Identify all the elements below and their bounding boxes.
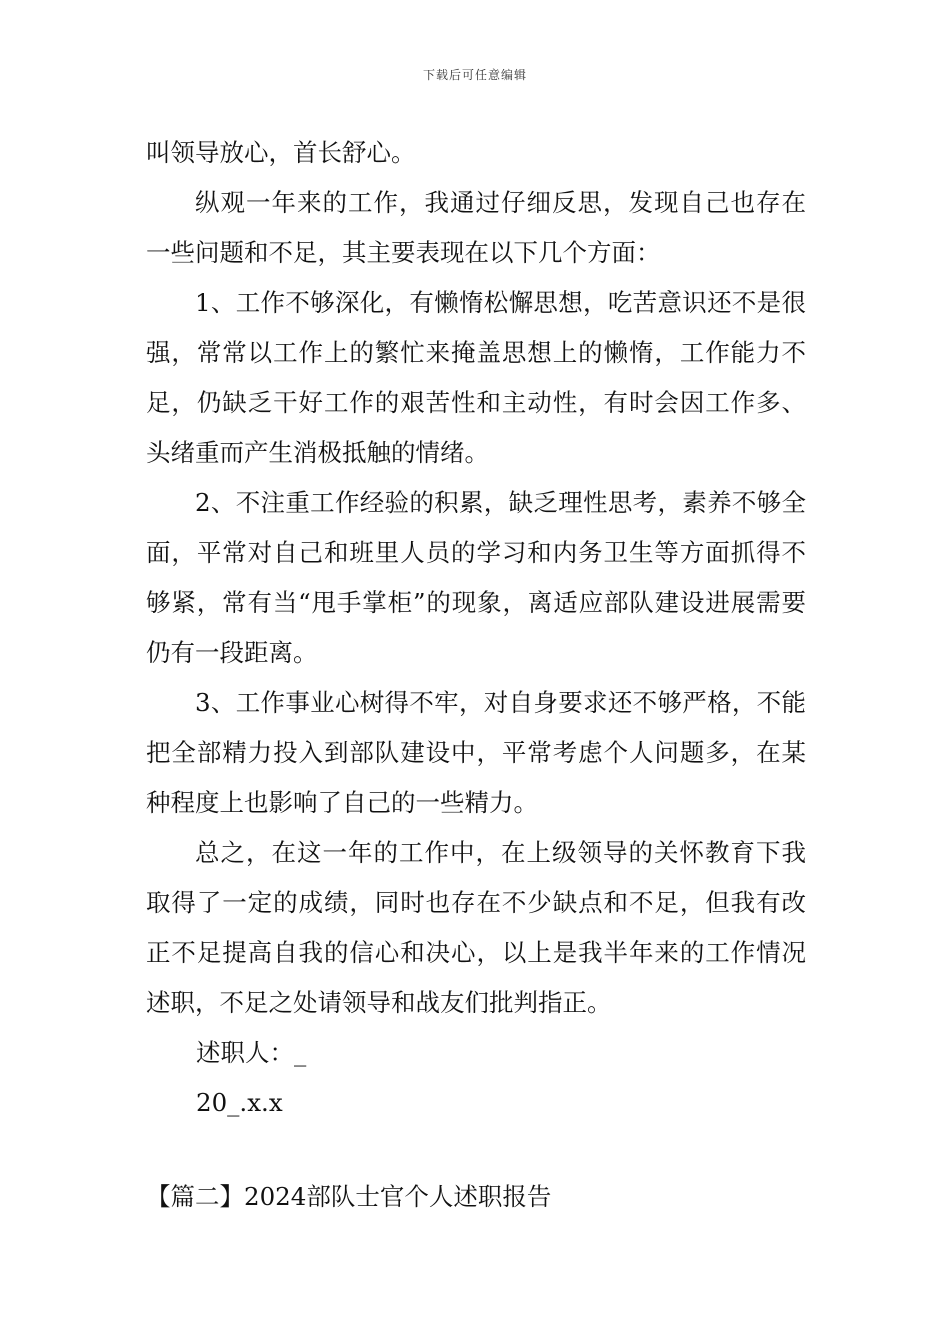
section-heading: 【篇二】2024部队士官个人述职报告 bbox=[146, 1182, 552, 1211]
signature-name: 述职人：_ bbox=[196, 1038, 307, 1067]
paragraph-overview: 纵观一年来的工作，我通过仔细反思，发现自己也存在一些问题和不足，其主要表现在以下几个方面： bbox=[146, 188, 806, 267]
paragraph-summary: 总之，在这一年的工作中，在上级领导的关怀教育下我取得了一定的成绩，同时也存在不少缺点和不足，但我有改正不足提高自我的信心和决心，以上是我半年来的工作情况述职，不足之处请领导和战友们批判指正。 bbox=[146, 838, 806, 1017]
signature-date: 20_.x.x bbox=[196, 1088, 283, 1117]
document-body bbox=[146, 128, 806, 1128]
header-note: 下载后可任意编辑 bbox=[422, 68, 527, 82]
paragraph-point-2: 2、不注重工作经验的积累，缺乏理性思考，素养不够全面，平常对自己和班里人员的学习和内务卫生等方面抓得不够紧，常有当“甩手掌柜”的现象，离适应部队建设进展需要仍有一段距离。 bbox=[146, 488, 806, 667]
paragraph-point-1: 1、工作不够深化，有懒惰松懈思想，吃苦意识还不是很强，常常以工作上的繁忙来掩盖思想上的懒惰，工作能力不足，仍缺乏干好工作的艰苦性和主动性，有时会因工作多、头绪重而产生消极抵触的情绪。 bbox=[146, 288, 806, 467]
paragraph-continuation: 叫领导放心，首长舒心。 bbox=[146, 138, 416, 167]
paragraph-point-3: 3、工作事业心树得不牢，对自身要求还不够严格，不能把全部精力投入到部队建设中，平常考虑个人问题多，在某种程度上也影响了自己的一些精力。 bbox=[146, 688, 806, 817]
